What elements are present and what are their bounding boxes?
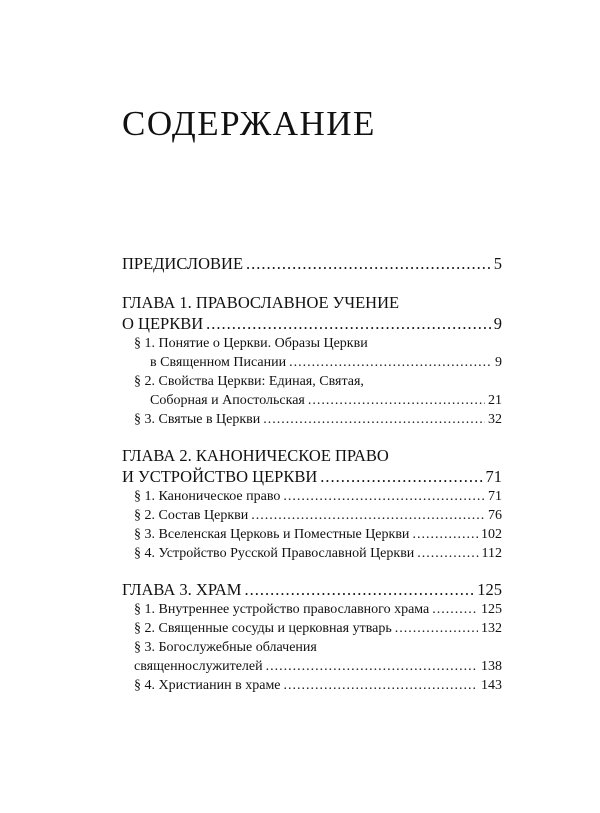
dot-leader xyxy=(283,487,485,506)
dot-leader xyxy=(320,466,482,487)
toc-entry-page: 71 xyxy=(485,467,502,486)
toc-entry-chapter-2[interactable] xyxy=(122,466,502,487)
toc-entry-preface[interactable] xyxy=(122,253,502,274)
toc-entry-page: 5 xyxy=(493,254,502,273)
toc-entry-chapter-1[interactable] xyxy=(122,313,502,334)
dot-leader xyxy=(395,619,478,638)
dot-leader xyxy=(266,657,478,676)
toc-entry-section[interactable] xyxy=(122,657,502,676)
dot-leader xyxy=(246,253,491,274)
section-title: § 4. Христианин в храме xyxy=(134,678,281,693)
toc-entry-page: 32 xyxy=(488,412,502,427)
toc-entry-page: 71 xyxy=(488,489,502,504)
toc-entry-section[interactable] xyxy=(122,391,502,410)
section-title-line1: § 3. Богослужебные облачения xyxy=(134,640,317,655)
section-title-line2: в Священном Писании xyxy=(150,355,287,370)
dot-leader xyxy=(244,579,474,600)
table-of-contents xyxy=(122,253,502,695)
toc-chapter-2 xyxy=(122,445,502,563)
toc-entry-page: 9 xyxy=(493,314,502,333)
toc-entry-section[interactable] xyxy=(122,619,502,638)
section-title: § 2. Состав Церкви xyxy=(134,508,249,523)
toc-entry-page: 125 xyxy=(481,602,502,617)
dot-leader xyxy=(263,410,485,429)
toc-entry-section[interactable] xyxy=(122,410,502,429)
toc-entry-page: 125 xyxy=(477,580,502,599)
chapter-title: ГЛАВА 3. ХРАМ xyxy=(122,580,242,599)
section-title: § 3. Вселенская Церковь и Поместные Церкви xyxy=(134,527,410,542)
dot-leader xyxy=(432,600,478,619)
section-title-line1: § 1. Понятие о Церкви. Образы Церкви xyxy=(134,336,368,351)
toc-chapter-1 xyxy=(122,292,502,429)
toc-entry-section[interactable] xyxy=(122,525,502,544)
chapter-title-line1: ГЛАВА 1. ПРАВОСЛАВНОЕ УЧЕНИЕ xyxy=(122,293,400,312)
page-title: СОДЕРЖАНИЕ xyxy=(122,104,376,143)
section-title: § 3. Святые в Церкви xyxy=(134,412,261,427)
dot-leader xyxy=(251,506,485,525)
toc-entry-page: 132 xyxy=(481,621,502,636)
toc-chapter-3 xyxy=(122,579,502,695)
dot-leader xyxy=(206,313,491,334)
section-title: § 1. Каноническое право xyxy=(134,489,281,504)
toc-entry-label: ПРЕДИСЛОВИЕ xyxy=(122,254,244,273)
chapter-title-line2: И УСТРОЙСТВО ЦЕРКВИ xyxy=(122,467,318,486)
toc-entry-section[interactable] xyxy=(122,506,502,525)
toc-entry-section[interactable] xyxy=(122,544,502,563)
toc-entry-page: 21 xyxy=(488,393,502,408)
dot-leader xyxy=(412,525,478,544)
toc-entry-page: 9 xyxy=(495,355,502,370)
toc-entry-section[interactable] xyxy=(122,353,502,372)
section-title-line1: § 2. Свойства Церкви: Единая, Святая, xyxy=(134,374,364,389)
toc-entry-section[interactable] xyxy=(122,676,502,695)
section-title-line2: священнослужителей xyxy=(134,659,263,674)
toc-entry-page: 102 xyxy=(481,527,502,542)
section-title: § 4. Устройство Русской Православной Церкви xyxy=(134,546,415,561)
chapter-title-line2: О ЦЕРКВИ xyxy=(122,314,204,333)
toc-entry-page: 143 xyxy=(481,678,502,693)
toc-entry-chapter-3[interactable] xyxy=(122,579,502,600)
chapter-title-line1: ГЛАВА 2. КАНОНИЧЕСКОЕ ПРАВО xyxy=(122,446,389,465)
section-title: § 1. Внутреннее устройство православного храма xyxy=(134,602,430,617)
section-title: § 2. Священные сосуды и церковная утварь xyxy=(134,621,392,636)
toc-entry-page: 76 xyxy=(488,508,502,523)
dot-leader xyxy=(417,544,478,563)
dot-leader xyxy=(289,353,492,372)
dot-leader xyxy=(284,676,478,695)
section-title-line2: Соборная и Апостольская xyxy=(150,393,305,408)
toc-entry-section[interactable] xyxy=(122,600,502,619)
toc-entry-page: 112 xyxy=(481,546,502,561)
toc-entry-section[interactable] xyxy=(122,487,502,506)
toc-entry-page: 138 xyxy=(481,659,502,674)
dot-leader xyxy=(308,391,485,410)
